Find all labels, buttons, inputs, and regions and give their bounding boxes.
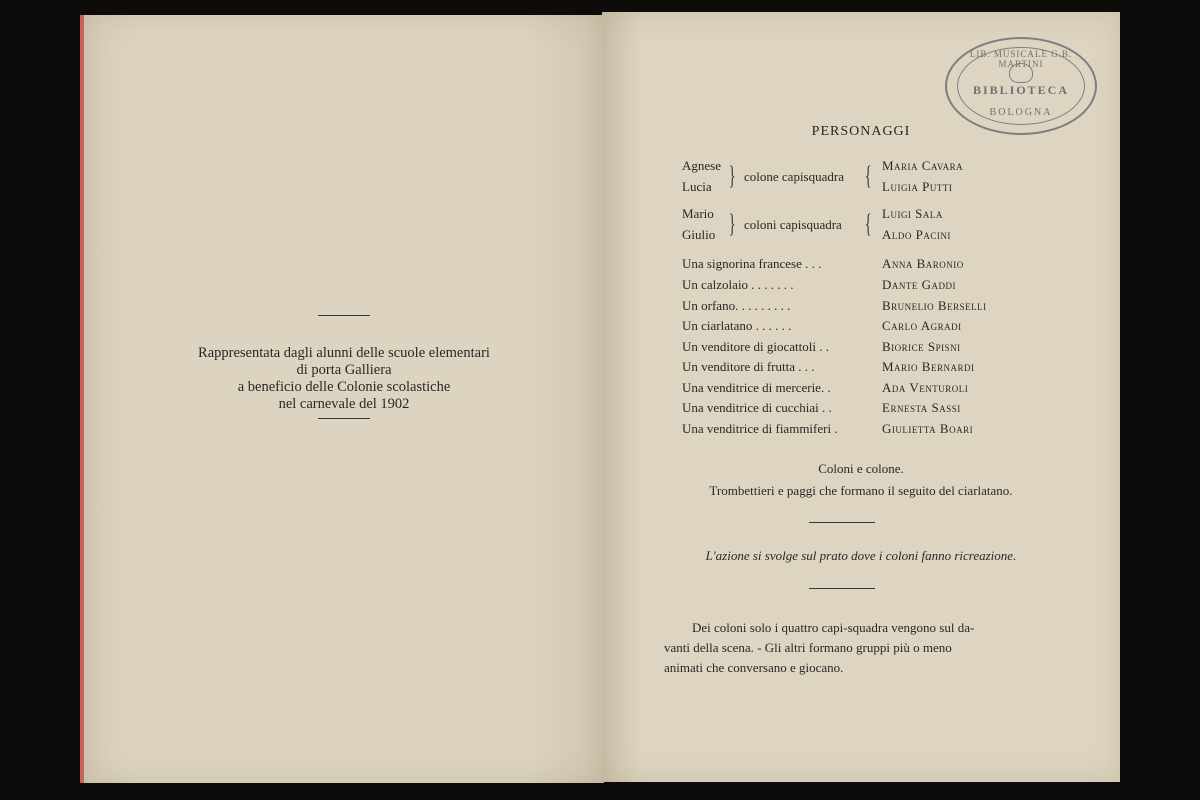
brace-icon: { [864,161,872,190]
note-line: vanti della scena. - Gli altri formano gruppi più o meno [664,640,952,655]
cast-row [682,400,1012,420]
role-name: Una venditrice di mercerie. . [682,380,831,395]
role-name: Un ciarlatano . . . . . . [682,318,792,333]
note-line: Dei coloni solo i quattro capi-squadra vengono sul da- [692,620,975,635]
cast-row [682,298,1012,318]
cast-row [682,380,1012,400]
cast-row [682,359,1012,379]
character-name: Lucia [682,179,712,194]
library-stamp [945,37,1097,135]
top-rule [318,315,370,316]
brace-icon: { [864,209,872,238]
divider-rule [809,588,875,589]
stage-note [664,618,1074,678]
actor-name: Aldo Pacini [882,227,951,242]
cast-row [682,318,1012,338]
left-page [80,15,604,783]
stamp-middle-text: BIBLIOTECA [972,83,1070,97]
cast-group [682,158,1022,202]
right-page [602,12,1120,782]
actor-name: Luigia Putti [882,179,953,194]
stamp-top-text: LIB. MUSICALE G.B. MARTINI [969,49,1073,69]
actor-name: Ada Venturoli [882,380,969,395]
role-name: Un orfano. . . . . . . . . [682,298,791,313]
actor-name: Dante Gaddi [882,277,957,292]
character-name: Giulio [682,227,716,242]
actor-name: Maria Cavara [882,158,964,173]
extras-line: Trombettieri e paggi che formano il seguito del ciarlatano. [709,483,1013,498]
role-name: Un calzolaio . . . . . . . [682,277,794,292]
role-name: Un venditore di giocattoli . . [682,339,829,354]
bottom-rule [318,418,370,419]
role-name: Una signorina francese . . . [682,256,822,271]
cast-group [682,206,1022,250]
note-line: animati che conversano e giocano. [664,660,844,675]
brace-icon: } [728,161,736,190]
dedication-line: a beneficio delle Colonie scolastiche [237,379,451,395]
cast-row [682,256,1012,276]
actor-name: Anna Baronio [882,256,964,271]
role-name: Un venditore di frutta . . . [682,359,815,374]
actor-name: Giulietta Boari [882,421,974,436]
actor-name: Mario Bernardi [882,359,975,374]
role-name: Una venditrice di fiammiferi . [682,421,838,436]
actor-name: Biorice Spisni [882,339,961,354]
dedication-line: di porta Galliera [296,362,392,378]
divider-rule [809,522,875,523]
cast-row [682,277,1012,297]
brace-icon: } [728,209,736,238]
dedication-line: nel carnevale del 1902 [278,396,410,412]
dedication-line: Rappresentata dagli alunni delle scuole elementari [198,345,490,361]
setting-text: L'azione si svolge sul prato dove i coloni fanno ricreazione. [705,548,1017,563]
group-description: coloni capisquadra [744,217,842,232]
stamp-bottom-text: BOLOGNA [989,107,1053,118]
actor-name: Carlo Agradi [882,318,962,333]
actor-name: Luigi Sala [882,206,943,221]
group-description: colone capisquadra [744,169,844,184]
page-title: PERSONAGGI [811,124,911,139]
role-name: Una venditrice di cucchiai . . [682,400,832,415]
actor-name: Ernesta Sassi [882,400,961,415]
actor-name: Brunelio Berselli [882,298,987,313]
extras-line: Coloni e colone. [818,461,904,476]
character-name: Mario [682,206,714,221]
dedication [84,345,604,413]
cast-row [682,339,1012,359]
character-name: Agnese [682,158,721,173]
cast-row [682,421,1012,441]
